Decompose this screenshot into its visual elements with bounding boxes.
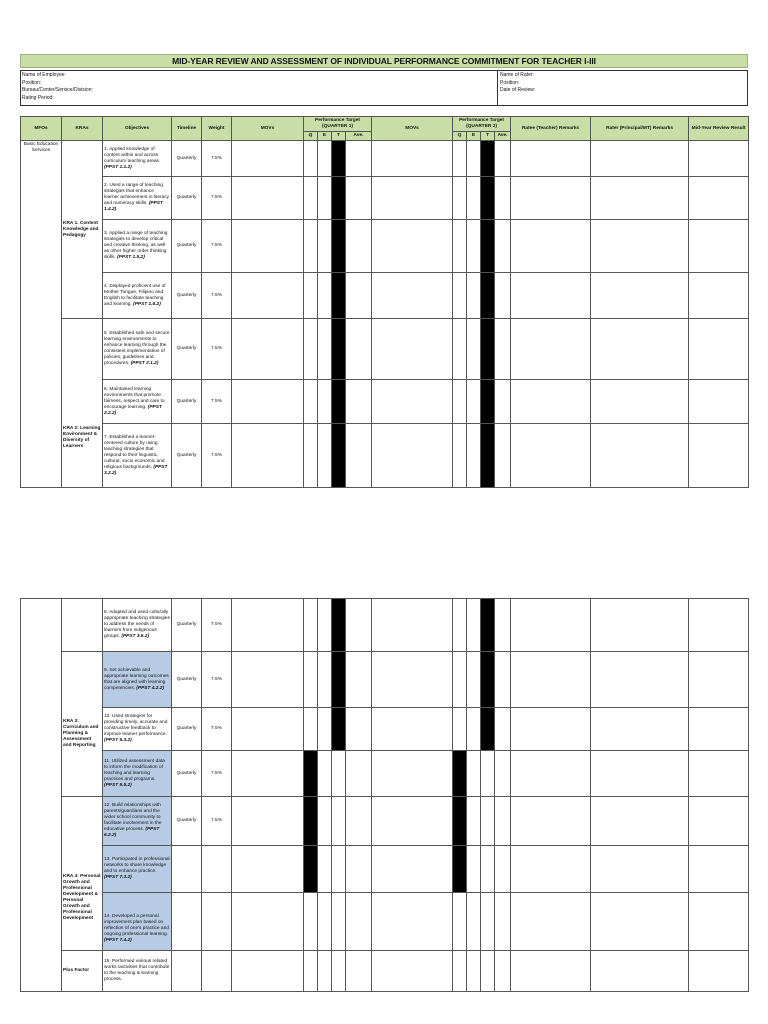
table-row (21, 846, 749, 893)
q1-q-cell[interactable] (304, 380, 318, 424)
table-row (21, 751, 749, 797)
timeline-cell: Quarterly (172, 652, 202, 708)
q2-ave-cell[interactable] (495, 951, 511, 992)
table-row (21, 951, 749, 992)
q2-q-cell[interactable] (453, 951, 467, 992)
q1-e-cell[interactable] (318, 424, 332, 488)
header-movs-2: MOVs (372, 117, 453, 141)
q2-e-cell[interactable] (467, 273, 481, 319)
q1-ave-cell[interactable] (346, 846, 372, 893)
form-page-2 (20, 598, 748, 992)
weight-cell: 7.5% (202, 319, 232, 380)
rater-info (497, 71, 535, 106)
q2-e-cell[interactable] (467, 797, 481, 846)
weight-cell: 7.5% (202, 177, 232, 220)
q2-e-cell[interactable] (467, 319, 481, 380)
header-q1-ave: Ave. (346, 132, 372, 141)
q1-e-cell[interactable] (318, 652, 332, 708)
q1-q-blocked-cell (304, 797, 318, 846)
rater-remarks-cell[interactable] (591, 751, 689, 797)
q2-e-cell[interactable] (467, 424, 481, 488)
movs-input-cell[interactable] (232, 220, 304, 273)
table-row (21, 319, 749, 380)
q1-ave-cell[interactable] (346, 708, 372, 751)
rater-remarks-cell[interactable] (591, 708, 689, 751)
q1-q-cell[interactable] (304, 141, 318, 177)
rater-name-label: Name of Rater: (500, 72, 534, 78)
q1-e-cell[interactable] (318, 141, 332, 177)
movs-input-cell[interactable] (232, 751, 304, 797)
objective-cell: 6. Maintained learning environments that promote fairness, respect and care to encourage learning. (PPST 2.2.2) (103, 380, 172, 424)
q1-t-blocked-cell (332, 424, 346, 488)
q2-ave-cell[interactable] (495, 708, 511, 751)
q1-e-cell[interactable] (318, 599, 332, 652)
q2-q-cell[interactable] (453, 220, 467, 273)
q2-q-cell[interactable] (453, 652, 467, 708)
movs2-input-cell[interactable] (372, 893, 453, 951)
q2-t-blocked-cell (481, 424, 495, 488)
q2-e-cell[interactable] (467, 141, 481, 177)
q2-q-cell[interactable] (453, 177, 467, 220)
movs2-input-cell[interactable] (372, 380, 453, 424)
review-date-label: Date of Review: (500, 87, 536, 93)
result-cell[interactable] (689, 177, 749, 220)
q1-e-cell[interactable] (318, 319, 332, 380)
result-cell[interactable] (689, 319, 749, 380)
movs-input-cell[interactable] (232, 708, 304, 751)
q2-t-blocked-cell (481, 220, 495, 273)
q2-q-cell[interactable] (453, 141, 467, 177)
objective-cell: 9. Set achievable and appropriate learning outcomes that are aligned with learning competencies. (PPST 4.2.2) (103, 652, 172, 708)
q2-t-blocked-cell (481, 273, 495, 319)
q1-t-blocked-cell (332, 319, 346, 380)
q1-e-cell[interactable] (318, 751, 332, 797)
mfo-cell-continued (21, 599, 62, 992)
weight-cell: 7.5% (202, 380, 232, 424)
review-table-page-1 (20, 116, 749, 488)
employee-name-label: Name of Employee: (22, 72, 66, 78)
rater-position-label: Position: (500, 79, 520, 86)
q1-t-blocked-cell (332, 380, 346, 424)
header-mid-year-result: Mid-Year Review Result (689, 117, 749, 141)
result-cell[interactable] (689, 652, 749, 708)
ratee-remarks-cell[interactable] (511, 708, 591, 751)
ratee-remarks-cell[interactable] (511, 951, 591, 992)
header-q1-e: E (318, 132, 332, 141)
q1-ave-cell[interactable] (346, 751, 372, 797)
timeline-cell (172, 893, 202, 951)
rater-remarks-cell[interactable] (591, 893, 689, 951)
timeline-cell: Quarterly (172, 751, 202, 797)
ratee-remarks-cell[interactable] (511, 141, 591, 177)
q1-e-cell[interactable] (318, 797, 332, 846)
q1-ave-cell[interactable] (346, 220, 372, 273)
table-row (21, 599, 749, 652)
q1-ave-cell[interactable] (346, 273, 372, 319)
q1-ave-cell[interactable] (346, 424, 372, 488)
q2-e-cell[interactable] (467, 652, 481, 708)
employee-position-label: Position: (22, 79, 42, 86)
q2-ave-cell[interactable] (495, 424, 511, 488)
timeline-cell (172, 846, 202, 893)
result-cell[interactable] (689, 951, 749, 992)
movs2-input-cell[interactable] (372, 599, 453, 652)
kra-3-cell: KRA 3: Curriculum and Planning & Assessment and Reporting (62, 652, 103, 797)
q1-t-blocked-cell (332, 708, 346, 751)
mfo-cell: Basic Education Services (21, 141, 62, 488)
review-table-page-2 (20, 598, 749, 992)
ratee-remarks-cell[interactable] (511, 797, 591, 846)
q1-q-cell[interactable] (304, 893, 318, 951)
result-cell[interactable] (689, 599, 749, 652)
q1-t-blocked-cell (332, 599, 346, 652)
rater-remarks-cell[interactable] (591, 599, 689, 652)
objective-cell: 8. Adapted and used culturally appropriate teaching strategies to address the needs of learners from indigenous groups. (PPST 3.5.2) (103, 599, 172, 652)
q2-t-cell[interactable] (481, 951, 495, 992)
q1-t-blocked-cell (332, 652, 346, 708)
rater-remarks-cell[interactable] (591, 220, 689, 273)
q1-q-cell[interactable] (304, 951, 318, 992)
table-row (21, 893, 749, 951)
rater-remarks-cell[interactable] (591, 951, 689, 992)
header-ratee-remarks: Ratee (Teacher) Remarks (511, 117, 591, 141)
q2-t-blocked-cell (481, 141, 495, 177)
objective-cell: 10. Used strategies for providing timely, accurate and constructive feedback to improve learner performance. (PPST 5.3.2) (103, 708, 172, 751)
kra-2-cell: KRA 2: Learning Environment & Diversity of Learners (62, 319, 103, 488)
weight-cell: 7.5% (202, 652, 232, 708)
result-cell[interactable] (689, 220, 749, 273)
rater-remarks-cell[interactable] (591, 273, 689, 319)
q1-q-cell[interactable] (304, 424, 318, 488)
q2-t-blocked-cell (481, 708, 495, 751)
q2-t-blocked-cell (481, 380, 495, 424)
timeline-cell: Quarterly (172, 380, 202, 424)
q1-e-cell[interactable] (318, 951, 332, 992)
q1-ave-cell[interactable] (346, 797, 372, 846)
q2-q-blocked-cell (453, 751, 467, 797)
movs-input-cell[interactable] (232, 951, 304, 992)
weight-cell: 7.5% (202, 599, 232, 652)
header-movs: MOVs (232, 117, 304, 141)
kra-4-cell: KRA 4: Personal Growth and Professional Development & Personal Growth and Professional Development (62, 797, 103, 951)
q2-t-blocked-cell (481, 319, 495, 380)
q1-e-cell[interactable] (318, 220, 332, 273)
ratee-remarks-cell[interactable] (511, 273, 591, 319)
q2-ave-cell[interactable] (495, 220, 511, 273)
weight-cell: 7.5% (202, 708, 232, 751)
ratee-remarks-cell[interactable] (511, 380, 591, 424)
rater-remarks-cell[interactable] (591, 846, 689, 893)
table-row (21, 177, 749, 220)
movs-input-cell[interactable] (232, 141, 304, 177)
header-q2-e: E (467, 132, 481, 141)
result-cell[interactable] (689, 708, 749, 751)
ratee-remarks-cell[interactable] (511, 424, 591, 488)
movs2-input-cell[interactable] (372, 797, 453, 846)
header-q1-t: T (332, 132, 346, 141)
q1-ave-cell[interactable] (346, 652, 372, 708)
q1-ave-cell[interactable] (346, 951, 372, 992)
movs-input-cell[interactable] (232, 599, 304, 652)
ratee-remarks-cell[interactable] (511, 893, 591, 951)
weight-cell: 7.5% (202, 141, 232, 177)
header-performance-target-q1: Performance Target (QUARTER 1) (304, 117, 372, 132)
movs2-input-cell[interactable] (372, 751, 453, 797)
q1-q-cell[interactable] (304, 652, 318, 708)
q1-t-cell[interactable] (332, 893, 346, 951)
q1-e-cell[interactable] (318, 708, 332, 751)
q1-q-cell[interactable] (304, 273, 318, 319)
movs-input-cell[interactable] (232, 893, 304, 951)
movs-input-cell[interactable] (232, 273, 304, 319)
movs-input-cell[interactable] (232, 846, 304, 893)
result-cell[interactable] (689, 751, 749, 797)
rater-remarks-cell[interactable] (591, 424, 689, 488)
weight-cell (202, 893, 232, 951)
q1-ave-cell[interactable] (346, 599, 372, 652)
q1-t-cell[interactable] (332, 797, 346, 846)
q2-ave-cell[interactable] (495, 599, 511, 652)
objective-cell: 13. Participated in professional networks to share knowledge and to enhance practice. (PPST 7.3.2) (103, 846, 172, 893)
q2-q-cell[interactable] (453, 893, 467, 951)
result-cell[interactable] (689, 797, 749, 846)
result-cell[interactable] (689, 846, 749, 893)
q2-q-cell[interactable] (453, 708, 467, 751)
rater-remarks-cell[interactable] (591, 141, 689, 177)
table-row (21, 273, 749, 319)
ratee-remarks-cell[interactable] (511, 220, 591, 273)
q1-ave-cell[interactable] (346, 141, 372, 177)
weight-cell: 7.5% (202, 751, 232, 797)
result-cell[interactable] (689, 141, 749, 177)
q2-t-blocked-cell (481, 177, 495, 220)
kra-2-cell-continued (62, 599, 103, 652)
movs2-input-cell[interactable] (372, 177, 453, 220)
objective-cell: 3. Applied a range of teaching strategies to develop critical and creative thinking, as well as other higher order thinking skills. (PPST 1.5.2) (103, 220, 172, 273)
weight-cell: 7.5% (202, 797, 232, 846)
header-q2-t: T (481, 132, 495, 141)
movs2-input-cell[interactable] (372, 141, 453, 177)
objective-cell: 2. Used a range of teaching strategies that enhance learner achievement in literacy and numeracy skills. (PPST 1.4.2) (103, 177, 172, 220)
objective-cell: 15. Performed various related works /activities that contribute to the teaching & learning process. (103, 951, 172, 992)
table-row (21, 652, 749, 708)
table-row (21, 708, 749, 751)
q2-e-cell[interactable] (467, 846, 481, 893)
q2-e-cell[interactable] (467, 599, 481, 652)
q1-ave-cell[interactable] (346, 319, 372, 380)
q2-e-cell[interactable] (467, 751, 481, 797)
q2-ave-cell[interactable] (495, 797, 511, 846)
timeline-cell: Quarterly (172, 319, 202, 380)
movs-input-cell[interactable] (232, 797, 304, 846)
q1-q-cell[interactable] (304, 319, 318, 380)
q1-t-blocked-cell (332, 141, 346, 177)
table-row (21, 141, 749, 177)
ratee-remarks-cell[interactable] (511, 599, 591, 652)
movs2-input-cell[interactable] (372, 424, 453, 488)
q1-q-cell[interactable] (304, 708, 318, 751)
header-timeline: Timeline (172, 117, 202, 141)
header-mfos: MFOs (21, 117, 62, 141)
q2-e-cell[interactable] (467, 220, 481, 273)
movs-input-cell[interactable] (232, 319, 304, 380)
q2-e-cell[interactable] (467, 708, 481, 751)
ratee-remarks-cell[interactable] (511, 652, 591, 708)
ratee-remarks-cell[interactable] (511, 751, 591, 797)
q2-q-cell[interactable] (453, 319, 467, 380)
q2-q-blocked-cell (453, 797, 467, 846)
rater-remarks-cell[interactable] (591, 797, 689, 846)
result-cell[interactable] (689, 424, 749, 488)
ratee-remarks-cell[interactable] (511, 177, 591, 220)
q2-ave-cell[interactable] (495, 751, 511, 797)
form-page-1 (20, 54, 748, 488)
q1-e-cell[interactable] (318, 380, 332, 424)
rater-remarks-cell[interactable] (591, 380, 689, 424)
rater-remarks-cell[interactable] (591, 319, 689, 380)
q2-t-cell[interactable] (481, 751, 495, 797)
q1-q-cell[interactable] (304, 599, 318, 652)
q2-t-cell[interactable] (481, 797, 495, 846)
q1-t-blocked-cell (332, 273, 346, 319)
q1-e-cell[interactable] (318, 893, 332, 951)
header-q2-ave: Ave. (495, 132, 511, 141)
objective-cell: 11. Utilized assessment data to inform the modification of teaching and learning practices and programs. (PPST 5.5.2) (103, 751, 172, 797)
movs2-input-cell[interactable] (372, 319, 453, 380)
q2-ave-cell[interactable] (495, 846, 511, 893)
q1-e-cell[interactable] (318, 273, 332, 319)
header-q1-q: Q (304, 132, 318, 141)
objective-cell: 4. Displayed proficient use of Mother Tongue, Filipino and English to facilitate teaching and learning. (PPST 1.6.2) (103, 273, 172, 319)
ratee-remarks-cell[interactable] (511, 319, 591, 380)
header-weight: Weight (202, 117, 232, 141)
header-q2-q: Q (453, 132, 467, 141)
employee-info (22, 72, 93, 102)
q2-q-cell[interactable] (453, 380, 467, 424)
q1-q-blocked-cell (304, 846, 318, 893)
movs2-input-cell[interactable] (372, 273, 453, 319)
info-box (20, 70, 748, 106)
movs2-input-cell[interactable] (372, 846, 453, 893)
q1-e-cell[interactable] (318, 846, 332, 893)
q1-q-cell[interactable] (304, 177, 318, 220)
result-cell[interactable] (689, 893, 749, 951)
table-row (21, 220, 749, 273)
rating-period-label: Rating Period: (22, 94, 54, 101)
timeline-cell: Quarterly (172, 220, 202, 273)
timeline-cell: Quarterly (172, 273, 202, 319)
movs-input-cell[interactable] (232, 177, 304, 220)
objective-cell: 5. Established safe and secure learning environments to enhance learning through the consistent implementation of policies, guidelines and procedures. (PPST 2.1.2) (103, 319, 172, 380)
q2-ave-cell[interactable] (495, 177, 511, 220)
movs2-input-cell[interactable] (372, 220, 453, 273)
objective-cell: 12. Build relationships with parents/guardians and the wider school community to facilitate involvement in the educative process. (PPST 6.2.2) (103, 797, 172, 846)
objective-cell: 7. Established a learner-centered culture by using teaching strategies that respond to their linguistic, cultural, socio economic and religious backgrounds. (PPST 3.2.2) (103, 424, 172, 488)
q2-q-cell[interactable] (453, 424, 467, 488)
q2-e-cell[interactable] (467, 177, 481, 220)
timeline-cell: Quarterly (172, 177, 202, 220)
q1-t-cell[interactable] (332, 951, 346, 992)
q2-ave-cell[interactable] (495, 893, 511, 951)
q2-ave-cell[interactable] (495, 380, 511, 424)
kra-1-cell: KRA 1. Content Knowledge and Pedagogy (62, 141, 103, 319)
q2-t-blocked-cell (481, 599, 495, 652)
movs2-input-cell[interactable] (372, 708, 453, 751)
q2-e-cell[interactable] (467, 893, 481, 951)
rater-remarks-cell[interactable] (591, 652, 689, 708)
header-objectives: Objectives (103, 117, 172, 141)
q2-q-cell[interactable] (453, 273, 467, 319)
plus-factor-cell: Plus Factor (62, 951, 103, 992)
q1-t-blocked-cell (332, 220, 346, 273)
weight-cell: 7.5% (202, 273, 232, 319)
header-performance-target-q2: Performance Target (QUARTER 2) (453, 117, 511, 132)
movs2-input-cell[interactable] (372, 652, 453, 708)
form-title: MID-YEAR REVIEW AND ASSESSMENT OF INDIVIDUAL PERFORMANCE COMMITMENT FOR TEACHER I-III (20, 54, 748, 68)
timeline-cell: Quarterly (172, 599, 202, 652)
q2-t-cell[interactable] (481, 846, 495, 893)
weight-cell (202, 951, 232, 992)
weight-cell (202, 846, 232, 893)
employee-bureau-label: Bureau/Center/Service/Division: (22, 87, 93, 93)
timeline-cell: Quarterly (172, 424, 202, 488)
q1-t-cell[interactable] (332, 751, 346, 797)
weight-cell: 7.5% (202, 220, 232, 273)
objective-cell: 1. Applied knowledge of content within and across curriculum teaching areas. (PPST 1.1.2) (103, 141, 172, 177)
q2-ave-cell[interactable] (495, 319, 511, 380)
q2-ave-cell[interactable] (495, 141, 511, 177)
weight-cell: 7.5% (202, 424, 232, 488)
timeline-cell (172, 951, 202, 992)
header-kras: KRAs (62, 117, 103, 141)
movs-input-cell[interactable] (232, 380, 304, 424)
table-row (21, 797, 749, 846)
q1-ave-cell[interactable] (346, 893, 372, 951)
q2-e-cell[interactable] (467, 380, 481, 424)
q2-ave-cell[interactable] (495, 652, 511, 708)
q2-q-cell[interactable] (453, 599, 467, 652)
movs-input-cell[interactable] (232, 424, 304, 488)
movs2-input-cell[interactable] (372, 951, 453, 992)
result-cell[interactable] (689, 273, 749, 319)
q1-q-cell[interactable] (304, 220, 318, 273)
q2-t-cell[interactable] (481, 893, 495, 951)
timeline-cell: Quarterly (172, 141, 202, 177)
rater-remarks-cell[interactable] (591, 177, 689, 220)
q1-ave-cell[interactable] (346, 380, 372, 424)
q2-ave-cell[interactable] (495, 273, 511, 319)
timeline-cell: Quarterly (172, 708, 202, 751)
q1-e-cell[interactable] (318, 177, 332, 220)
ratee-remarks-cell[interactable] (511, 846, 591, 893)
timeline-cell: Quarterly (172, 797, 202, 846)
q2-q-blocked-cell (453, 846, 467, 893)
result-cell[interactable] (689, 380, 749, 424)
q1-ave-cell[interactable] (346, 177, 372, 220)
q1-t-blocked-cell (332, 177, 346, 220)
header-rater-remarks: Rater (Principal/MT) Remarks (591, 117, 689, 141)
movs-input-cell[interactable] (232, 652, 304, 708)
objective-cell: 14. Developed a personal improvement plan based on reflection of one's practice and ongoing professional learning. (PPST 7.4.2) (103, 893, 172, 951)
q2-t-blocked-cell (481, 652, 495, 708)
q1-q-blocked-cell (304, 751, 318, 797)
q2-e-cell[interactable] (467, 951, 481, 992)
q1-t-cell[interactable] (332, 846, 346, 893)
table-row (21, 380, 749, 424)
table-row (21, 424, 749, 488)
